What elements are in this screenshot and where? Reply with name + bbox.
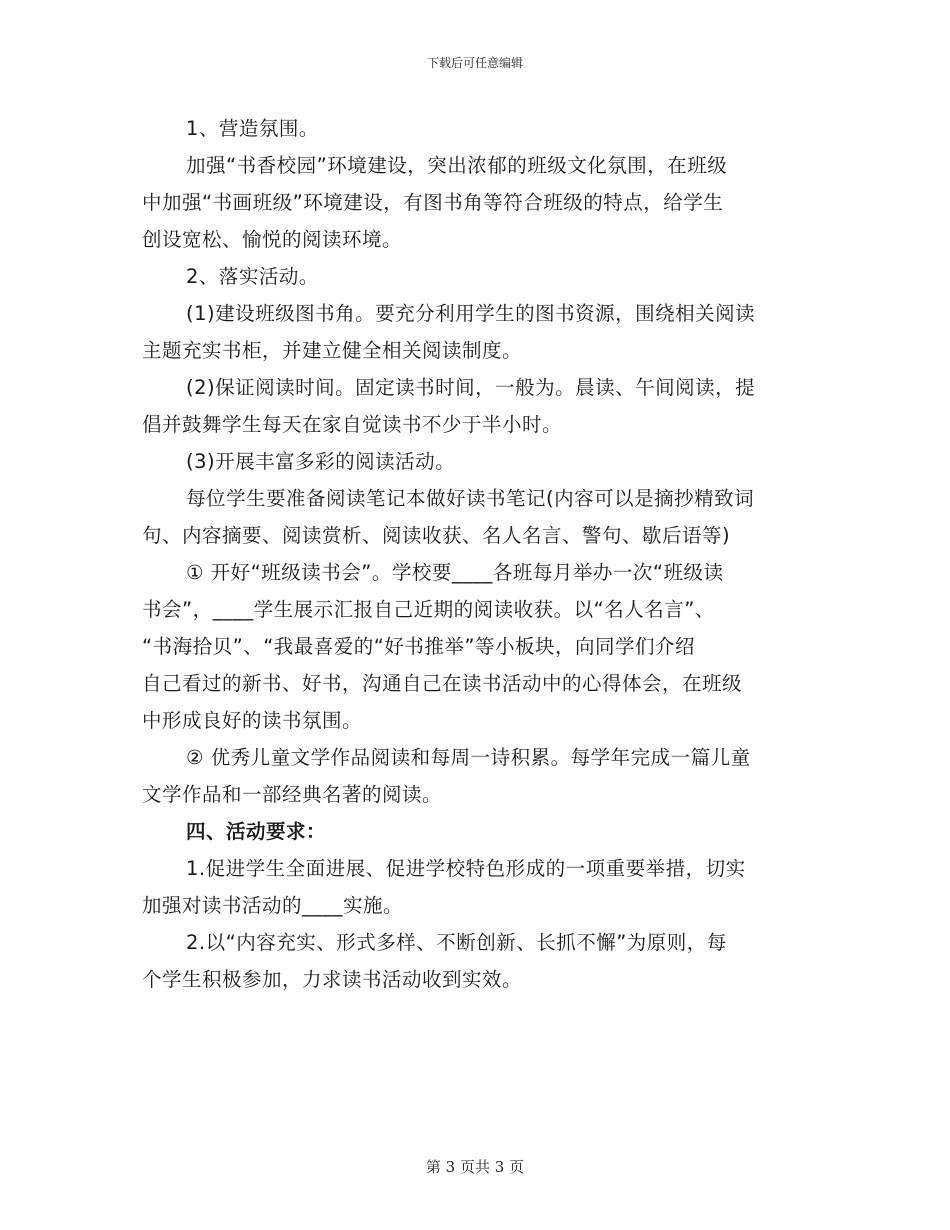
document-body xyxy=(142,110,806,998)
item-3-para-line: 句、内容摘要、阅读赏析、阅读收获、名人名言、警句、歇后语等) xyxy=(142,524,731,547)
item-1-line: 主题充实书柜，并建立健全相关阅读制度。 xyxy=(142,339,523,362)
page-header: 下载后可任意编辑 xyxy=(426,56,523,70)
circled-item-1-line: “书海拾贝”、“我最喜爱的“好书推举”等小板块，向同学们介绍 xyxy=(142,635,696,658)
item-2-line: (2)保证阅读时间。固定读书时间，一般为。晨读、午间阅读，提 xyxy=(186,376,756,399)
section-1-para-line: 创设宽松、愉悦的阅读环境。 xyxy=(142,228,403,251)
requirement-1-line: 1.促进学生全面进展、促进学校特色形成的一项重要举措，切实 xyxy=(186,857,746,880)
requirement-2-line: 个学生积极参加，力求读书活动收到实效。 xyxy=(142,968,523,991)
page-footer: 第 3 页共 3 页 xyxy=(425,1158,525,1176)
circled-item-1-line: ① 开好“班级读书会”。学校要____各班每月举办一次“班级读 xyxy=(186,561,724,584)
circled-item-1-line: 自己看过的新书、好书，沟通自己在读书活动中的心得体会，在班级 xyxy=(142,672,743,695)
item-1-line: (1)建设班级图书角。要充分利用学生的图书资源，围绕相关阅读 xyxy=(186,302,756,325)
section-1-para-line: 中加强“书画班级”环境建设，有图书角等符合班级的特点，给学生 xyxy=(142,191,724,214)
section-1-title: 1、营造氛围。 xyxy=(186,117,319,140)
requirement-1-line: 加强对读书活动的____实施。 xyxy=(142,894,404,917)
circled-item-1-line: 中形成良好的读书氛围。 xyxy=(142,709,363,732)
item-3-para-line: 每位学生要准备阅读笔记本做好读书笔记(内容可以是摘抄精致词 xyxy=(186,487,755,510)
item-2-line: 倡并鼓舞学生每天在家自觉读书不少于半小时。 xyxy=(142,413,563,436)
item-3-line: (3)开展丰富多彩的阅读活动。 xyxy=(186,450,456,473)
circled-item-2-line: 文学作品和一部经典名著的阅读。 xyxy=(142,783,443,806)
circled-item-2-line: ② 优秀儿童文学作品阅读和每周一诗积累。每学年完成一篇儿童 xyxy=(186,746,751,769)
section-2-title: 2、落实活动。 xyxy=(186,265,319,288)
section-1-para-line: 加强“书香校园”环境建设，突出浓郁的班级文化氛围，在班级 xyxy=(186,154,728,177)
section-4-title: 四、活动要求： xyxy=(186,820,327,843)
requirement-2-line: 2.以“内容充实、形式多样、不断创新、长抓不懈”为原则，每 xyxy=(186,931,727,954)
circled-item-1-line: 书会”，____学生展示汇报自己近期的阅读收获。以“名人名言”、 xyxy=(142,598,715,621)
